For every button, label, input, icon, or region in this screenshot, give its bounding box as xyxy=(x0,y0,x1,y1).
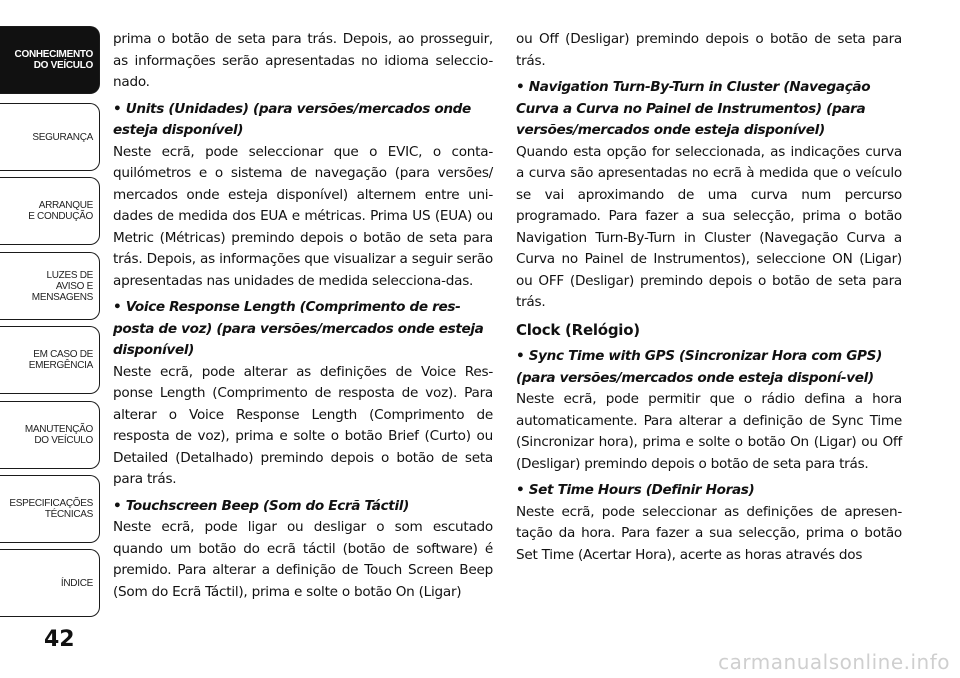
tab-seguranca[interactable]: SEGURANÇA xyxy=(0,103,100,171)
bullet-heading: • Set Time Hours (Definir Horas) xyxy=(516,480,902,502)
section-heading-clock: Clock (Relógio) xyxy=(516,320,640,339)
bullet-heading: • Sync Time with GPS (Sincronizar Hora com GPS) (para versões/mercados onde esteja disponí-vel) xyxy=(516,346,902,389)
tab-arranque-e-conducao[interactable]: ARRANQUE E CONDUÇÃO xyxy=(0,177,100,245)
tab-especificacoes-tecnicas[interactable]: ESPECIFICAÇÕES TÉCNICAS xyxy=(0,475,100,543)
left-column xyxy=(113,29,493,603)
tab-indice[interactable]: ÍNDICE xyxy=(0,549,100,617)
paragraph: Neste ecrã, pode seleccionar que o EVIC, o conta-quilómetros e o sistema de navegação (para versões/ mercados onde esteja disponível) alternem entre uni-dades de medida dos EUA e métricas. Prima US (EUA) ou Metric (Métricas) premindo depois o botão de seta para trás. Depois, as informações que visualizar a seguir serão apresentadas nas unidades de medida selecciona-das. xyxy=(113,143,493,289)
tab-conhecimento-do-veiculo[interactable]: CONHECIMENTO DO VEÍCULO xyxy=(0,26,100,94)
bullet-heading: • Voice Response Length (Comprimento de res-posta de voz) (para versões/mercados onde esteja disponível) xyxy=(113,297,493,362)
paragraph: Neste ecrã, pode permitir que o rádio defina a hora automaticamente. Para alterar a definição de Sync Time (Sincronizar hora), prima e solte o botão On (Ligar) ou Off (Desligar) premindo depois o botão de seta para trás. xyxy=(516,391,902,472)
bullet-heading: • Navigation Turn-By-Turn in Cluster (Navegação Curva a Curva no Painel de Instrumentos) (para versões/mercados onde esteja disponível) xyxy=(516,77,902,142)
chapter-tabs xyxy=(0,0,104,678)
paragraph: Neste ecrã, pode alterar as definições de Voice Res-ponse Length (Comprimento de resposta de voz). Para alterar o Voice Response Length (Comprimento de resposta de voz), prima e solte o botão Brief (Curto) ou Detailed (Detalhado) premindo depois o botão de seta para trás. xyxy=(113,363,493,487)
watermark: carmanualsonline.info xyxy=(718,650,950,674)
paragraph: ou Off (Desligar) premindo depois o botão de seta para trás. xyxy=(516,31,902,69)
tab-manutencao-do-veiculo[interactable]: MANUTENÇÃO DO VEÍCULO xyxy=(0,401,100,469)
paragraph: prima o botão de seta para trás. Depois, ao prosseguir, as informações serão apresentadas no idioma seleccio-nado. xyxy=(113,31,493,90)
tab-luzes-de-aviso[interactable]: LUZES DE AVISO E MENSAGENS xyxy=(0,252,100,320)
tab-em-caso-de-emergencia[interactable]: EM CASO DE EMERGÊNCIA xyxy=(0,326,100,394)
bullet-heading: • Units (Unidades) (para versões/mercados onde esteja disponível) xyxy=(113,99,493,142)
bullet-heading: • Touchscreen Beep (Som do Ecrã Táctil) xyxy=(113,496,493,518)
right-column xyxy=(516,29,902,566)
paragraph: Quando esta opção for seleccionada, as indicações curva a curva são apresentadas no ecrã à medida que o veículo se vai aproximando de uma curva num percurso programado. Para fazer a sua selecção, prima o botão Navigation Turn-By-Turn in Cluster (Navegação Curva a Curva no Painel de Instrumentos), seleccione ON (Ligar) ou OFF (Desligar) premindo depois o botão de seta para trás. xyxy=(516,143,902,310)
page-number: 42 xyxy=(44,627,75,652)
paragraph: Neste ecrã, pode ligar ou desligar o som escutado quando um botão do ecrã táctil (botão de software) é premido. Para alterar a definição de Touch Screen Beep (Som do Ecrã Táctil), prima e solte o botão On (Ligar) xyxy=(113,519,493,600)
paragraph: Neste ecrã, pode seleccionar as definições de apresen-tação da hora. Para fazer a sua selecção, prima o botão Set Time (Acertar Hora), acerte as horas através dos xyxy=(516,503,902,563)
